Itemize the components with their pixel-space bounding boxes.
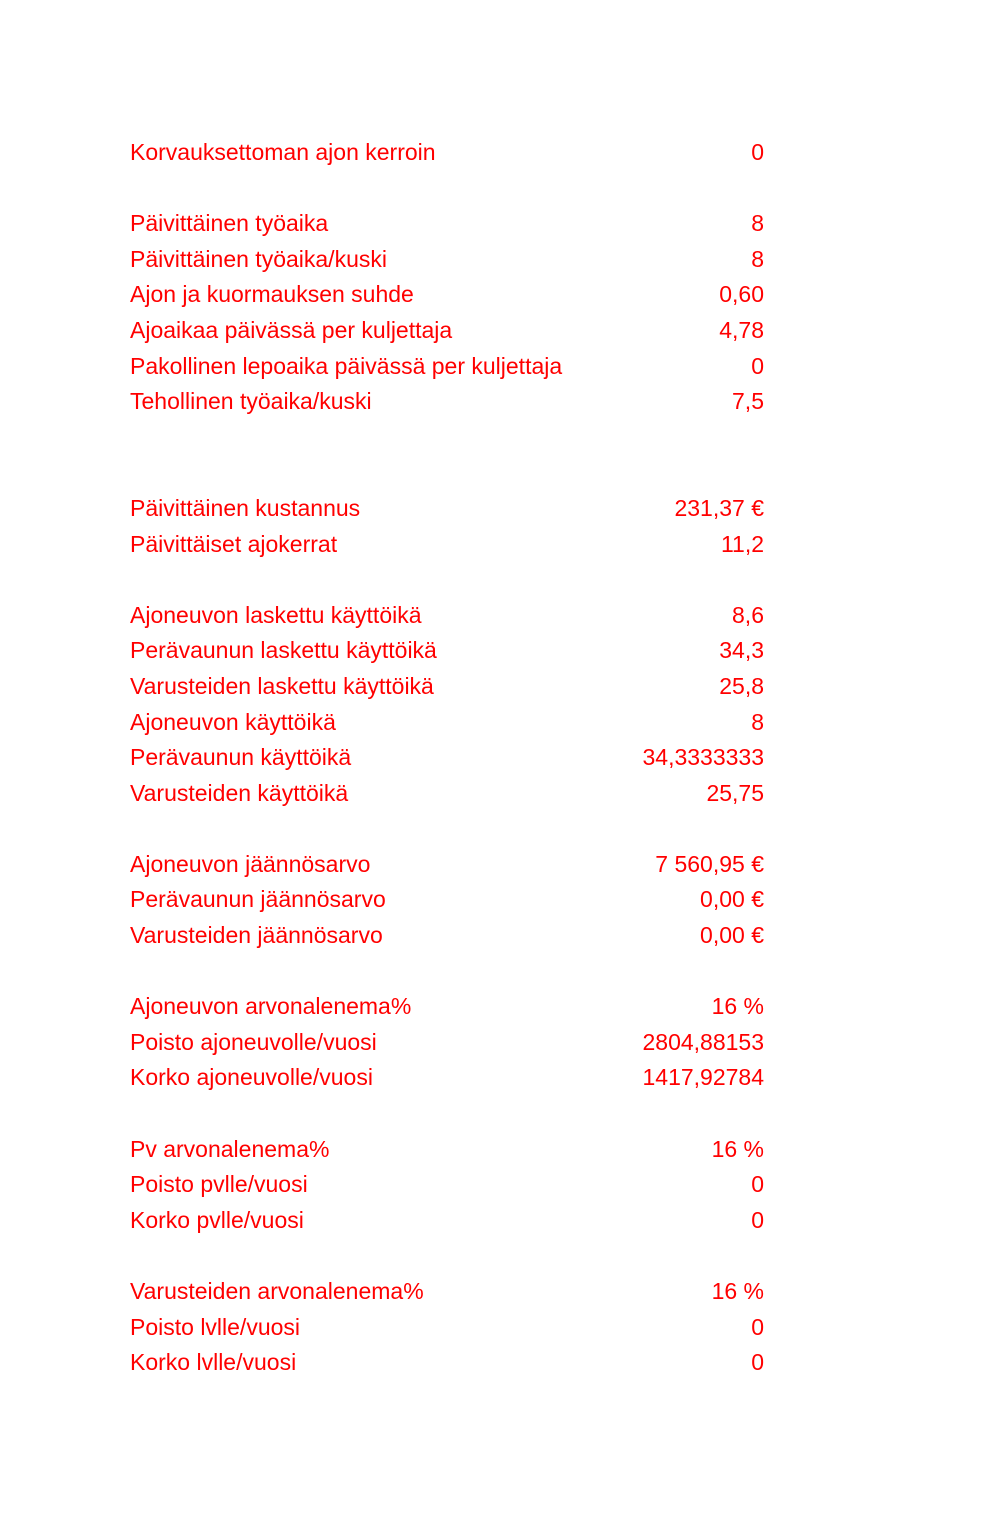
row-value: 231,37 € bbox=[674, 494, 764, 521]
data-row bbox=[130, 1060, 764, 1096]
data-row bbox=[130, 1025, 764, 1061]
row-value: 25,8 bbox=[719, 672, 764, 699]
spacer bbox=[130, 420, 764, 491]
row-label: Pakollinen lepoaika päivässä per kuljettaja bbox=[130, 352, 563, 379]
group-compensation bbox=[130, 135, 764, 171]
row-value: 4,78 bbox=[719, 316, 764, 343]
spacer bbox=[130, 1238, 764, 1274]
data-row bbox=[130, 847, 764, 883]
group-vehicle-depreciation bbox=[130, 989, 764, 1096]
row-value: 8 bbox=[751, 210, 764, 237]
row-value: 16 % bbox=[711, 993, 764, 1020]
row-label: Korko pvlle/vuosi bbox=[130, 1206, 304, 1233]
row-label: Varusteiden arvonalenema% bbox=[130, 1278, 424, 1304]
data-row bbox=[130, 1132, 764, 1168]
row-value: 16 % bbox=[711, 1278, 764, 1304]
row-value: 2804,88153 bbox=[642, 1028, 764, 1055]
row-label: Perävaunun käyttöikä bbox=[130, 744, 352, 771]
row-label: Päivittäinen työaika/kuski bbox=[130, 245, 387, 272]
row-value: 25,75 bbox=[706, 779, 764, 806]
row-value: 0 bbox=[751, 1171, 764, 1198]
spacer bbox=[130, 954, 764, 990]
data-row bbox=[130, 135, 764, 171]
row-label: Ajoneuvon arvonalenema% bbox=[130, 993, 412, 1020]
row-value: 7 560,95 € bbox=[655, 850, 764, 877]
row-value: 8 bbox=[751, 245, 764, 272]
row-value: 7,5 bbox=[732, 388, 764, 415]
data-row bbox=[130, 989, 764, 1025]
row-label: Pv arvonalenema% bbox=[130, 1135, 330, 1162]
spacer bbox=[130, 1096, 764, 1132]
data-row bbox=[130, 242, 764, 278]
data-row bbox=[130, 527, 764, 563]
row-label: Ajoneuvon käyttöikä bbox=[130, 708, 336, 735]
row-label: Varusteiden käyttöikä bbox=[130, 779, 349, 806]
data-row bbox=[130, 384, 764, 420]
data-row bbox=[130, 776, 764, 812]
row-value: 1417,92784 bbox=[642, 1064, 764, 1091]
row-value: 0 bbox=[751, 1313, 764, 1340]
row-value: 16 % bbox=[711, 1135, 764, 1162]
row-value: 34,3333333 bbox=[642, 744, 764, 771]
row-value: 0 bbox=[751, 139, 764, 165]
row-value: 0,00 € bbox=[700, 886, 764, 913]
group-working-time bbox=[130, 206, 764, 420]
data-row bbox=[130, 1203, 764, 1239]
row-label: Korvauksettoman ajon kerroin bbox=[130, 139, 436, 165]
spacer bbox=[130, 171, 764, 207]
row-label: Päivittäinen kustannus bbox=[130, 494, 361, 521]
spacer bbox=[130, 811, 764, 847]
spacer bbox=[130, 562, 764, 598]
row-value: 0 bbox=[751, 1206, 764, 1233]
row-label: Varusteiden jäännösarvo bbox=[130, 922, 383, 949]
row-label: Korko ajoneuvolle/vuosi bbox=[130, 1064, 373, 1091]
row-value: 8,6 bbox=[732, 601, 764, 628]
group-service-life bbox=[130, 598, 764, 812]
group-daily-cost bbox=[130, 491, 764, 562]
row-value: 0,60 bbox=[719, 281, 764, 308]
row-value: 0,00 € bbox=[700, 922, 764, 949]
data-row bbox=[130, 633, 764, 669]
row-label: Perävaunun jäännösarvo bbox=[130, 886, 386, 913]
row-label: Poisto ajoneuvolle/vuosi bbox=[130, 1028, 377, 1055]
data-row bbox=[130, 1345, 764, 1381]
row-value: 0 bbox=[751, 1349, 764, 1376]
group-trailer-depreciation bbox=[130, 1132, 764, 1239]
data-row bbox=[130, 277, 764, 313]
row-label: Poisto pvlle/vuosi bbox=[130, 1171, 308, 1198]
row-label: Ajoneuvon jäännösarvo bbox=[130, 850, 371, 877]
data-row bbox=[130, 313, 764, 349]
row-label: Ajoneuvon laskettu käyttöikä bbox=[130, 601, 422, 628]
row-label: Päivittäinen työaika bbox=[130, 210, 329, 237]
group-equipment-depreciation bbox=[130, 1274, 764, 1381]
data-row bbox=[130, 705, 764, 741]
row-label: Päivittäiset ajokerrat bbox=[130, 530, 338, 557]
data-row bbox=[130, 740, 764, 776]
data-row bbox=[130, 1274, 764, 1310]
row-value: 0 bbox=[751, 352, 764, 379]
data-row bbox=[130, 349, 764, 385]
data-row bbox=[130, 598, 764, 634]
row-label: Ajon ja kuormauksen suhde bbox=[130, 281, 414, 308]
data-row bbox=[130, 206, 764, 242]
row-label: Tehollinen työaika/kuski bbox=[130, 388, 372, 415]
data-row bbox=[130, 918, 764, 954]
data-row bbox=[130, 669, 764, 705]
row-value: 8 bbox=[751, 708, 764, 735]
row-label: Korko lvlle/vuosi bbox=[130, 1349, 297, 1376]
group-residual-value bbox=[130, 847, 764, 954]
document-page bbox=[130, 135, 764, 1381]
row-label: Poisto lvlle/vuosi bbox=[130, 1313, 301, 1340]
data-row bbox=[130, 1310, 764, 1346]
row-value: 34,3 bbox=[719, 637, 764, 664]
row-value: 11,2 bbox=[720, 530, 764, 557]
data-row bbox=[130, 1167, 764, 1203]
row-label: Varusteiden laskettu käyttöikä bbox=[130, 672, 434, 699]
row-label: Ajoaikaa päivässä per kuljettaja bbox=[130, 316, 453, 343]
data-row bbox=[130, 882, 764, 918]
data-row bbox=[130, 491, 764, 527]
row-label: Perävaunun laskettu käyttöikä bbox=[130, 637, 437, 664]
